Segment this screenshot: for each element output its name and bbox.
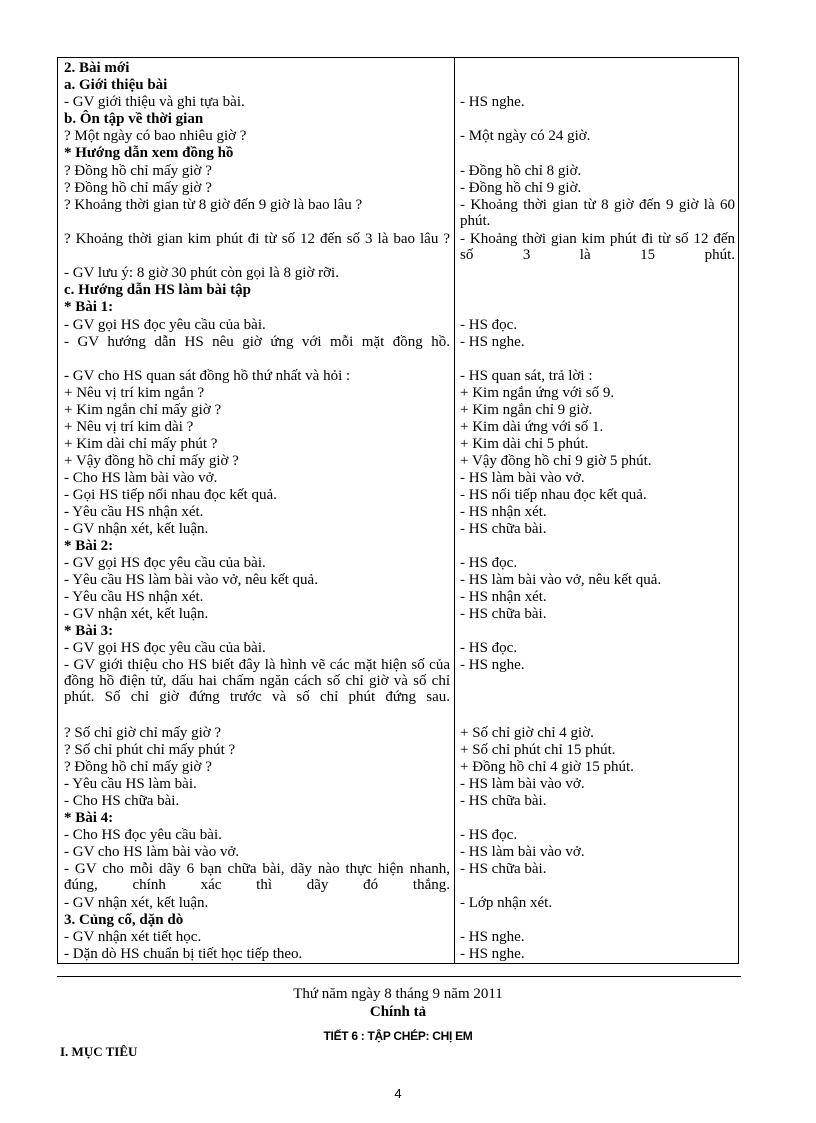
teacher-activity: 2. Bài mới bbox=[64, 60, 130, 76]
student-activity: - HS nhận xét. bbox=[460, 589, 547, 605]
teacher-activity: - GV cho mỗi dãy 6 bạn chữa bài, dãy nào thực hiện nhanh, đúng, chính xác thì dãy đó thắng. bbox=[64, 861, 450, 893]
teacher-activity: * Bài 3: bbox=[64, 623, 114, 639]
student-activity: - HS chữa bài. bbox=[460, 606, 547, 622]
teacher-activity: c. Hướng dẫn HS làm bài tập bbox=[64, 282, 251, 298]
subject-title: Chính tả bbox=[369, 1004, 427, 1020]
objectives-heading: I. MỤC TIÊU bbox=[60, 1044, 138, 1059]
student-activity: + Vậy đồng hồ chỉ 9 giờ 5 phút. bbox=[460, 453, 652, 469]
student-activity: - HS nghe. bbox=[460, 334, 525, 350]
lesson-title: TIẾT 6 : TẬP CHÉP: CHỊ EM bbox=[323, 1029, 473, 1043]
student-activity: - HS nghe. bbox=[460, 94, 525, 110]
teacher-activity: - GV nhận xét, kết luận. bbox=[64, 895, 209, 911]
teacher-activity: - Yêu cầu HS nhận xét. bbox=[64, 504, 204, 520]
teacher-activity: - Dặn dò HS chuẩn bị tiết học tiếp theo. bbox=[64, 946, 303, 962]
teacher-activity: b. Ôn tập về thời gian bbox=[64, 111, 204, 127]
student-activity: - HS đọc. bbox=[460, 317, 518, 333]
student-activity: - Đồng hồ chỉ 8 giờ. bbox=[460, 163, 582, 179]
teacher-activity: - Yêu cầu HS làm bài vào vở, nêu kết quả. bbox=[64, 572, 318, 588]
student-activity: + Số chỉ giờ chỉ 4 giờ. bbox=[460, 725, 594, 741]
teacher-activity: - GV giới thiệu cho HS biết đây là hình vẽ các mặt hiện số của đồng hồ điện tử, dấu hai chấm ngăn cách số chỉ giờ và số chỉ phút. Số chỉ giờ đứng trước và số chỉ phút đứng sau. bbox=[64, 657, 450, 705]
teacher-activity: + Nêu vị trí kim dài ? bbox=[64, 419, 194, 435]
teacher-activity: - Cho HS chữa bài. bbox=[64, 793, 180, 809]
student-activity: - HS làm bài vào vở. bbox=[460, 776, 585, 792]
teacher-activity: * Bài 4: bbox=[64, 810, 114, 826]
teacher-activity: ? Đồng hồ chỉ mấy giờ ? bbox=[64, 180, 212, 196]
lesson-date: Thứ năm ngày 8 tháng 9 năm 2011 bbox=[293, 986, 503, 1002]
student-activity: - HS chữa bài. bbox=[460, 521, 547, 537]
teacher-activity: * Hướng dẫn xem đồng hồ bbox=[64, 145, 234, 161]
lesson-plan-table bbox=[57, 57, 739, 964]
teacher-activity: + Kim ngắn chỉ mấy giờ ? bbox=[64, 402, 222, 418]
student-activity: - HS đọc. bbox=[460, 555, 518, 571]
student-activity: - HS chữa bài. bbox=[460, 793, 547, 809]
teacher-activity: - GV cho HS làm bài vào vở. bbox=[64, 844, 240, 860]
teacher-activity: - Cho HS đọc yêu cầu bài. bbox=[64, 827, 222, 843]
student-activity: + Kim ngắn chỉ 9 giờ. bbox=[460, 402, 593, 418]
teacher-activity: - GV nhận xét, kết luận. bbox=[64, 606, 209, 622]
teacher-activity: - GV nhận xét tiết học. bbox=[64, 929, 202, 945]
student-activity: - HS đọc. bbox=[460, 640, 518, 656]
teacher-activity: - Yêu cầu HS làm bài. bbox=[64, 776, 197, 792]
teacher-activity: * Bài 1: bbox=[64, 299, 114, 315]
student-activity: + Kim dài chỉ 5 phút. bbox=[460, 436, 589, 452]
teacher-activity: ? Một ngày có bao nhiêu giờ ? bbox=[64, 128, 247, 144]
student-activity: + Kim dài ứng với số 1. bbox=[460, 419, 604, 435]
teacher-activity: - Yêu cầu HS nhận xét. bbox=[64, 589, 204, 605]
teacher-activity: - GV gọi HS đọc yêu cầu của bài. bbox=[64, 640, 266, 656]
teacher-activity: - Cho HS làm bài vào vở. bbox=[64, 470, 218, 486]
student-activity: - HS quan sát, trả lời : bbox=[460, 368, 593, 384]
teacher-activity: - GV nhận xét, kết luận. bbox=[64, 521, 209, 537]
teacher-activity: a. Giới thiệu bài bbox=[64, 77, 168, 93]
page-number: 4 bbox=[394, 1086, 402, 1101]
teacher-activity: ? Đồng hồ chỉ mấy giờ ? bbox=[64, 163, 212, 179]
student-activity: - HS làm bài vào vở. bbox=[460, 844, 585, 860]
teacher-activity: - GV hướng dẫn HS nêu giờ ứng với mỗi mặt đồng hồ. bbox=[64, 334, 450, 350]
teacher-activity: - Gọi HS tiếp nối nhau đọc kết quả. bbox=[64, 487, 277, 503]
teacher-activity: + Kim dài chỉ mấy phút ? bbox=[64, 436, 218, 452]
teacher-activity: ? Khoảng thời gian kim phút đi từ số 12 đến số 3 là bao lâu ? bbox=[64, 231, 450, 247]
student-activity: - Lớp nhận xét. bbox=[460, 895, 553, 911]
teacher-activity: + Vậy đồng hồ chỉ mấy giờ ? bbox=[64, 453, 239, 469]
student-activity: - Khoảng thời gian kim phút đi từ số 12 đến số 3 là 15 phút. bbox=[460, 231, 735, 263]
student-activity: + Số chỉ phút chỉ 15 phút. bbox=[460, 742, 616, 758]
student-activity: + Đồng hồ chỉ 4 giờ 15 phút. bbox=[460, 759, 634, 775]
teacher-activity: ? Khoảng thời gian từ 8 giờ đến 9 giờ là bao lâu ? bbox=[64, 197, 363, 213]
teacher-activity: - GV lưu ý: 8 giờ 30 phút còn gọi là 8 giờ rỡi. bbox=[64, 265, 339, 281]
student-activity: - HS đọc. bbox=[460, 827, 518, 843]
student-activity: - HS nghe. bbox=[460, 657, 525, 673]
student-activity: - HS làm bài vào vở. bbox=[460, 470, 585, 486]
teacher-activity: - GV gọi HS đọc yêu cầu của bài. bbox=[64, 555, 266, 571]
teacher-activity: ? Số chỉ phút chỉ mấy phút ? bbox=[64, 742, 236, 758]
teacher-activity: - GV cho HS quan sát đồng hồ thứ nhất và hỏi : bbox=[64, 368, 351, 384]
horizontal-rule bbox=[57, 976, 741, 977]
student-activity: + Kim ngắn ứng với số 9. bbox=[460, 385, 615, 401]
student-activity: - HS nghe. bbox=[460, 929, 525, 945]
student-activity: - HS làm bài vào vở, nêu kết quả. bbox=[460, 572, 662, 588]
student-activity: - Đồng hồ chỉ 9 giờ. bbox=[460, 180, 582, 196]
student-activity: - Khoảng thời gian từ 8 giờ đến 9 giờ là 60 phút. bbox=[460, 197, 735, 229]
teacher-activity: 3. Củng cố, dặn dò bbox=[64, 912, 184, 928]
teacher-activity: ? Số chỉ giờ chỉ mấy giờ ? bbox=[64, 725, 222, 741]
student-activity: - Một ngày có 24 giờ. bbox=[460, 128, 591, 144]
teacher-activity: ? Đồng hồ chỉ mấy giờ ? bbox=[64, 759, 212, 775]
student-activity: - HS nhận xét. bbox=[460, 504, 547, 520]
student-activity: - HS chữa bài. bbox=[460, 861, 547, 877]
student-activity: - HS nối tiếp nhau đọc kết quả. bbox=[460, 487, 647, 503]
teacher-activity: - GV gọi HS đọc yêu cầu của bài. bbox=[64, 317, 266, 333]
teacher-activity: * Bài 2: bbox=[64, 538, 114, 554]
teacher-activity: - GV giới thiệu và ghi tựa bài. bbox=[64, 94, 245, 110]
column-divider bbox=[454, 58, 455, 963]
student-activity: - HS nghe. bbox=[460, 946, 525, 962]
teacher-activity: + Nêu vị trí kim ngắn ? bbox=[64, 385, 205, 401]
